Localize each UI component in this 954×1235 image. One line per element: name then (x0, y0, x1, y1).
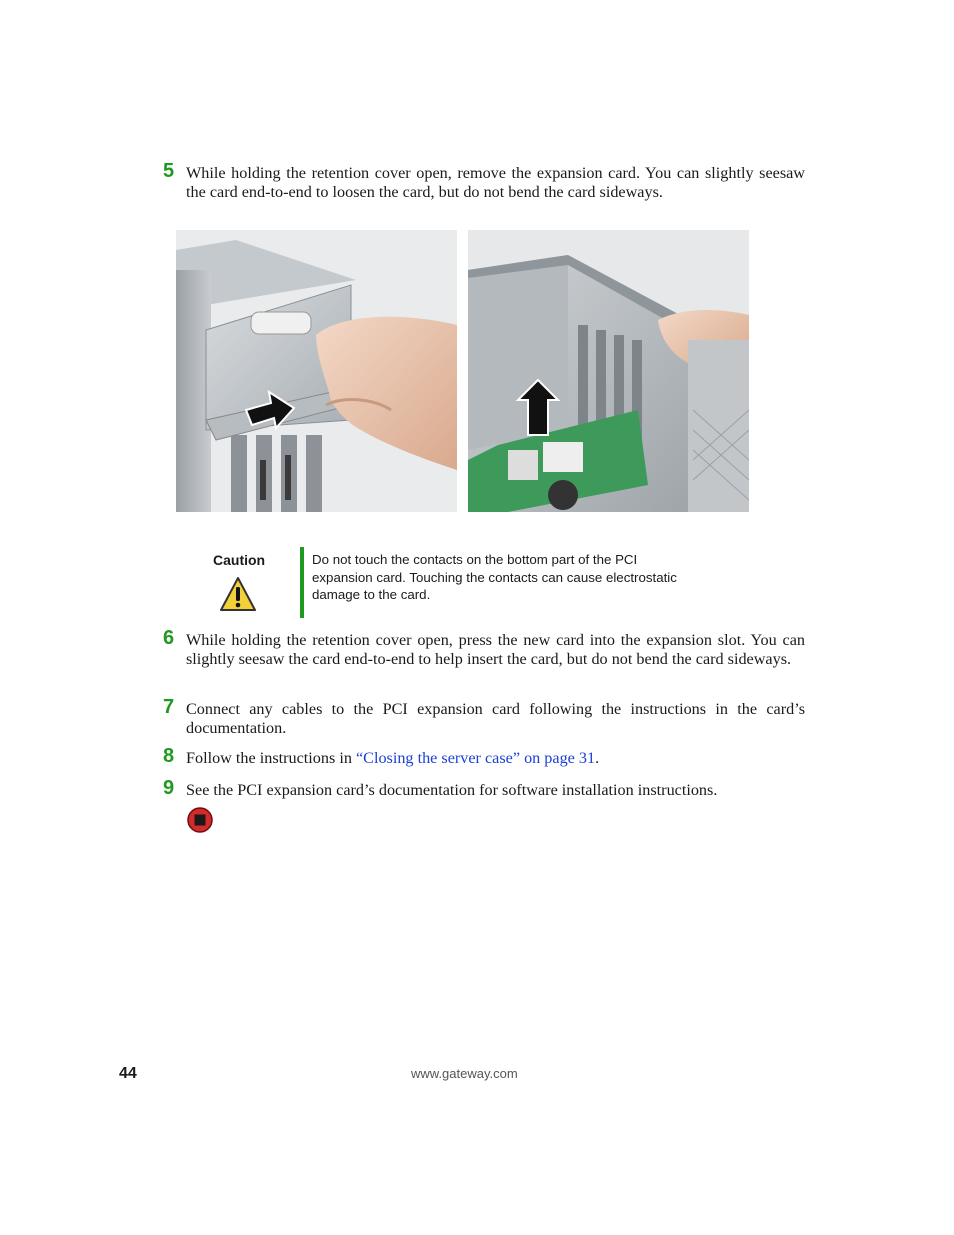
step-number: 9 (163, 777, 175, 799)
step-text-after: . (595, 749, 600, 767)
step-text: While holding the retention cover open, press the new card into the expansion slot. You can slightly seesaw the card end-to-end to help insert the card, but do not bend the card sideways. (186, 631, 805, 668)
step-6 (163, 627, 805, 669)
step-7 (163, 696, 805, 738)
step-text-before: Follow the instructions in (186, 749, 356, 767)
caution-divider (300, 547, 304, 618)
photo-card-removal (468, 230, 749, 512)
step-number: 5 (163, 160, 175, 182)
page-number: 44 (119, 1065, 137, 1082)
closing-server-case-link[interactable]: “Closing the server case” on page 31 (355, 749, 596, 767)
end-of-procedure-stop-icon (187, 807, 213, 833)
step-number: 8 (163, 745, 175, 767)
step-number: 7 (163, 696, 175, 718)
step-9 (163, 777, 805, 800)
caution-label: Caution (213, 552, 266, 568)
caution-text: Do not touch the contacts on the bottom part of the PCI expansion card. Touching the contacts can cause electrostatic damage to the card. (312, 552, 677, 603)
step-text (186, 749, 805, 768)
warning-triangle-icon (219, 576, 257, 612)
step-5 (163, 160, 805, 202)
footer-url: www.gateway.com (411, 1066, 518, 1081)
step-text: While holding the retention cover open, remove the expansion card. You can slightly seesaw the card end-to-end to loosen the card, but do not bend the card sideways. (186, 164, 805, 201)
photo-retention-cover (176, 230, 457, 512)
step-8 (163, 745, 805, 768)
step-number: 6 (163, 627, 175, 649)
step-text: Connect any cables to the PCI expansion card following the instructions in the card’s documentation. (186, 700, 805, 737)
step-text: See the PCI expansion card’s documentation for software installation instructions. (186, 781, 718, 799)
